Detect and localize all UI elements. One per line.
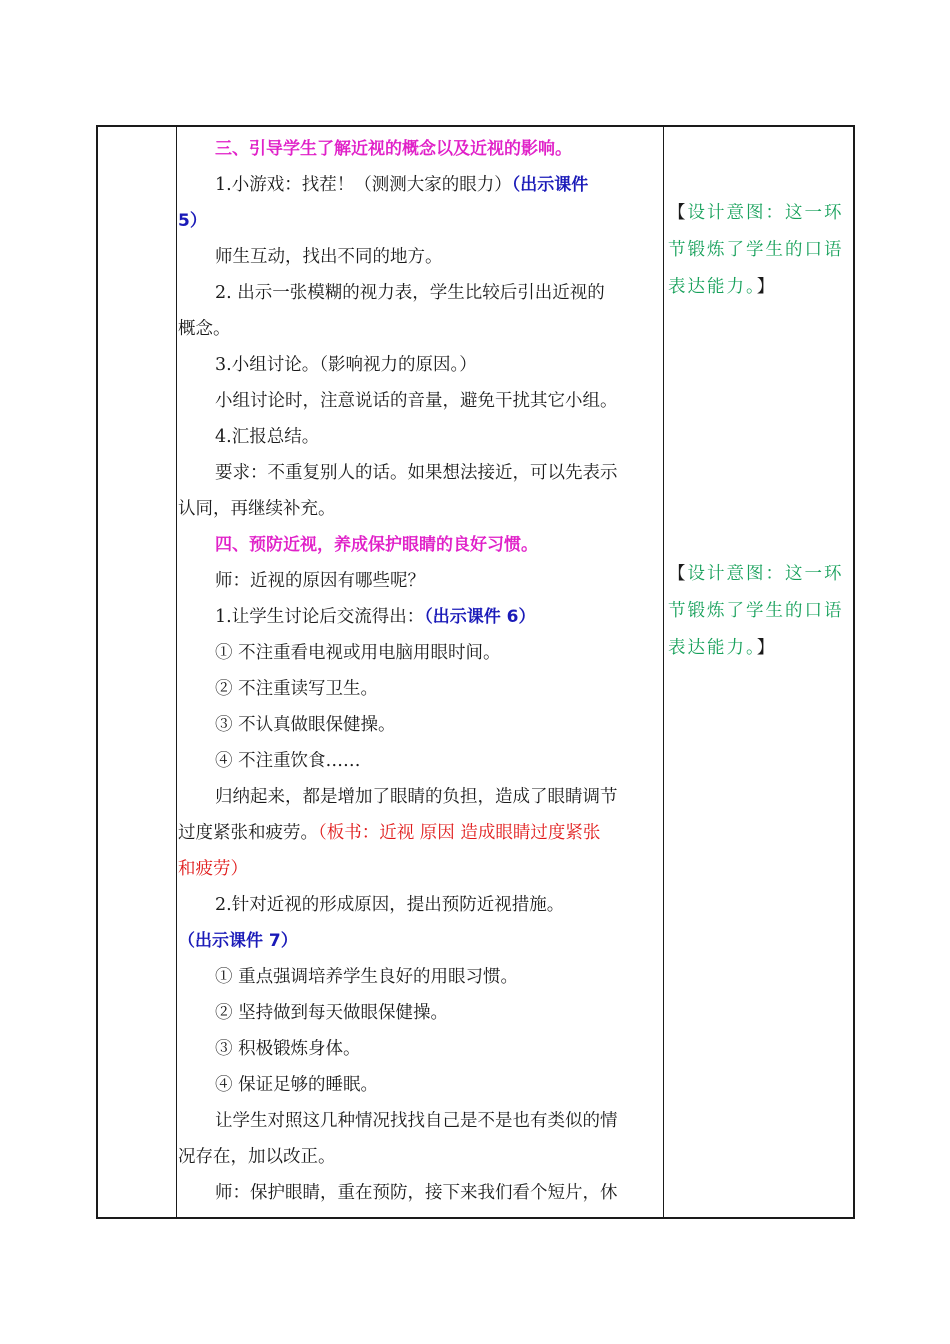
lesson-table: [96, 125, 855, 1219]
courseware-ref-5-cont: 5）: [178, 211, 207, 231]
item1-text: 1.小游戏：找茬！（测测大家的眼力）: [215, 175, 512, 195]
reflect-a: 让学生对照这几种情况找找自己是不是也有类似的情: [215, 1111, 618, 1131]
design-note-1-line2: 节锻炼了学生的口语: [668, 240, 844, 260]
cause-item: ③ 不认真做眼保健操。: [215, 715, 396, 735]
design-note-2-line1: [668, 556, 854, 593]
design-note-2: [668, 556, 854, 667]
bracket-open: 【: [668, 564, 688, 584]
bracket-close: 】: [756, 638, 777, 658]
note-text: 表达能力。: [668, 277, 757, 297]
courseware-ref-7: （出示课件 7）: [178, 931, 298, 951]
column-divider-1: [176, 127, 177, 1217]
section3-item4-detail-a: 要求：不重复别人的话。如果想法接近，可以先表示: [215, 463, 618, 483]
blackboard-note-a: （板书：近视 原因 造成眼睛过度紧张: [318, 823, 601, 843]
measure-item: ③ 积极锻炼身体。: [215, 1039, 361, 1059]
note-text: 设计意图：这一环: [687, 564, 844, 584]
design-intent-column: [665, 127, 853, 1217]
section4-item2: 2.针对近视的形成原因，提出预防近视措施。: [215, 895, 565, 915]
note-text: 表达能力。: [668, 638, 757, 658]
section3-item4: 4.汇报总结。: [215, 427, 320, 447]
bracket-close: 】: [756, 277, 777, 297]
teaching-process-column: [178, 131, 664, 1211]
measure-item: ④ 保证足够的睡眠。: [215, 1075, 379, 1095]
design-note-1-line3: [668, 269, 854, 306]
section3-item3-detail: 小组讨论时，注意说话的音量，避免干扰其它小组。: [215, 391, 618, 411]
summary-b-line: [178, 815, 664, 851]
section3-item2-b: 概念。: [178, 319, 231, 339]
section3-item4-detail-b: 认同，再继续补充。: [178, 499, 336, 519]
closing-line: 师：保护眼睛，重在预防，接下来我们看个短片，休: [215, 1183, 618, 1203]
section3-item1: [178, 167, 664, 203]
section3-item3: 3.小组讨论。（影响视力的原因。）: [215, 355, 477, 375]
summary-b: 过度紧张和疲劳。: [178, 823, 318, 843]
cause-item: ④ 不注重饮食……: [215, 751, 361, 771]
note-text: 设计意图：这一环: [687, 203, 844, 223]
section3-heading: 三、引导学生了解近视的概念以及近视的影响。: [215, 139, 572, 159]
courseware-ref-5: （出示课件: [511, 175, 589, 195]
section4-item1: [178, 599, 664, 635]
summary-a: 归纳起来，都是增加了眼睛的负担，造成了眼睛调节: [215, 787, 618, 807]
section3-item2-a: 2. 出示一张模糊的视力表，学生比较后引出近视的: [215, 283, 605, 303]
left-empty-column: [98, 127, 176, 1217]
section4-question: 师：近视的原因有哪些呢？: [215, 571, 425, 591]
cause-item: ① 不注重看电视或用电脑用眼时间。: [215, 643, 501, 663]
courseware-ref-6: （出示课件 6）: [424, 607, 536, 627]
section4-heading: 四、预防近视，养成保护眼睛的良好习惯。: [215, 535, 538, 555]
blackboard-note-b: 和疲劳）: [178, 859, 248, 879]
section4-item1-text: 1.让学生讨论后交流得出：: [215, 607, 425, 627]
section3-item1-detail: 师生互动，找出不同的地方。: [215, 247, 443, 267]
measure-item: ① 重点强调培养学生良好的用眼习惯。: [215, 967, 519, 987]
cause-item: ② 不注重读写卫生。: [215, 679, 379, 699]
design-note-2-line3: [668, 630, 854, 667]
design-note-1: [668, 195, 854, 306]
measure-item: ② 坚持做到每天做眼保健操。: [215, 1003, 449, 1023]
design-note-2-line2: 节锻炼了学生的口语: [668, 601, 844, 621]
design-note-1-line1: [668, 195, 854, 232]
reflect-b: 况存在，加以改正。: [178, 1147, 336, 1167]
bracket-open: 【: [668, 203, 688, 223]
